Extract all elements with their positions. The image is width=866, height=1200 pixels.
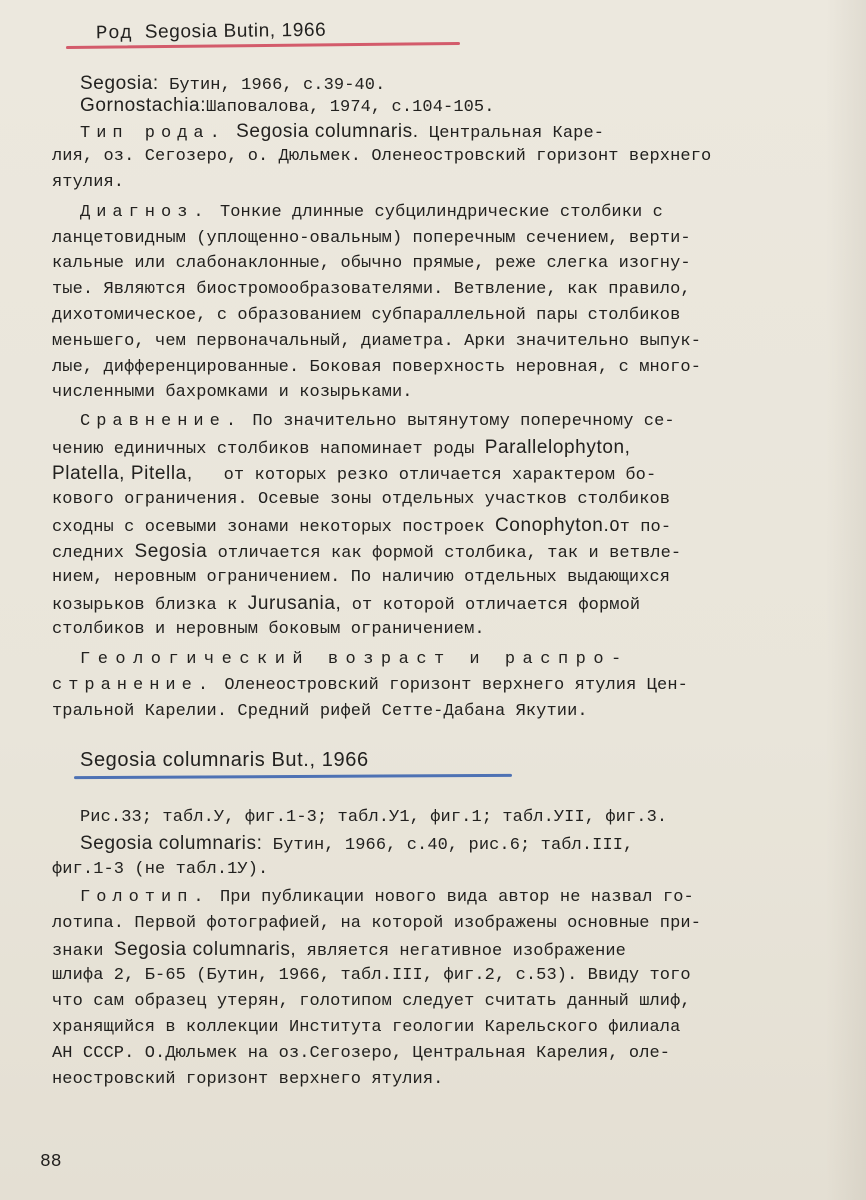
comparison-line-8 <box>52 592 640 618</box>
genus-heading-prefix: Род <box>95 21 133 45</box>
comparison-text: От по- <box>609 518 672 537</box>
diagnosis-line-5: дихотомическое, с образованием субпараллельной пары столбиков <box>52 306 681 325</box>
comparison-line-7: нием, неровным ограничением. По наличию отдельных выдающихся <box>52 568 671 587</box>
synonym-name: Segosia: <box>80 73 159 94</box>
comparison-text: следних <box>52 544 125 563</box>
age-line-3: тральной Карелии. Средний рифей Сетте-Дабана Якутии. <box>52 702 588 721</box>
diagnosis-text: Тонкие длинные субцилиндрические столбики с <box>219 203 663 222</box>
comparison-line-4: кового ограничения. Осевые зоны отдельных участков столбиков <box>52 490 671 509</box>
comparison-text: чению единичных столбиков напоминает роды <box>52 440 475 459</box>
comparison-line-9: столбиков и неровным боковым ограничением. <box>52 620 485 639</box>
type-species-name: Segosia columnaris. <box>236 121 419 142</box>
comparison-text: от которых резко отличается характером бо- <box>223 466 657 485</box>
diagnosis-line-3: кальные или слабонаклонные, обычно прямые, реже слегка изогну- <box>52 254 691 273</box>
page-number: 88 <box>40 1152 62 1172</box>
comparison-line-2 <box>52 436 631 462</box>
species-synonymy-line-2: фиг.1-3 (не табл.1У). <box>52 860 269 879</box>
comparison-line-5 <box>52 514 671 540</box>
holotype-label: Голотип. <box>80 888 210 907</box>
holotype-line-6: хранящийся в коллекции Института геологии Карельского филиала <box>52 1018 681 1037</box>
comparison-line-6 <box>52 540 681 566</box>
diagnosis-label: Диагноз. <box>80 203 210 222</box>
holotype-line-5: что сам образец утерян, голотипом следует считать данный шлиф, <box>52 992 691 1011</box>
diagnosis-line-8: численными бахромками и козырьками. <box>52 383 413 402</box>
comparison-text: отличается как формой столбика, так и ветвле- <box>217 544 682 563</box>
age-label: странение. <box>52 676 215 695</box>
diagnosis-line-4: тые. Являются биостромообразователями. Ветвление, как правило, <box>52 280 691 299</box>
page-edge-shadow <box>826 0 866 1200</box>
holotype-line-1 <box>80 886 694 910</box>
type-line-3: ятулия. <box>52 173 125 192</box>
synonymy-line-2 <box>80 94 495 120</box>
species-name: Segosia columnaris, <box>113 939 297 960</box>
blue-underline <box>74 774 512 779</box>
type-text: Центральная Каре- <box>428 124 605 143</box>
age-text: Оленеостровский горизонт верхнего ятулия Цен- <box>224 676 688 695</box>
comparison-line-3 <box>52 462 656 488</box>
holotype-text: При публикации нового вида автор не назвал го- <box>219 888 694 907</box>
holotype-line-7: АН СССР. О.Дюльмек на оз.Сегозеро, Центральная Карелия, оле- <box>52 1044 671 1063</box>
genus-names: Platella, Pitella, <box>52 463 193 484</box>
comparison-label: Сравнение. <box>80 412 243 431</box>
species-syn-ref: Бутин, 1966, с.40, рис.6; табл.III, <box>272 836 634 855</box>
diagnosis-line-1 <box>80 201 663 225</box>
genus-heading <box>96 19 327 45</box>
genus-name: Conophyton. <box>494 515 610 536</box>
holotype-text: является негативное изображение <box>306 942 626 961</box>
synonym-ref: Шаповалова, 1974, с.104-105. <box>206 98 495 117</box>
synonym-ref: Бутин, 1966, с.39-40. <box>169 76 386 95</box>
comparison-text: сходны с осевыми зонами некоторых построек <box>52 518 485 537</box>
comparison-text: от которой отличается формой <box>351 596 641 615</box>
comparison-text: По значительно вытянутому поперечному се- <box>252 412 675 431</box>
species-heading: Segosia columnaris But., 1966 <box>80 749 369 771</box>
diagnosis-line-7: лые, дифференцированные. Боковая поверхность неровная, с много- <box>52 358 702 377</box>
type-line-2: лия, оз. Сегозеро, о. Дюльмек. Оленеостровский горизонт верхнего <box>52 147 712 166</box>
genus-name: Segosia <box>134 541 208 562</box>
genus-heading-name: Segosia Butin, 1966 <box>144 19 327 43</box>
species-figures: Рис.33; табл.У, фиг.1-3; табл.У1, фиг.1; табл.УII, фиг.3. <box>80 808 668 827</box>
age-line-2 <box>52 674 688 698</box>
holotype-line-2: лотипа. Первой фотографией, на которой изображены основные при- <box>52 914 702 933</box>
holotype-line-4: шлифа 2, Б-65 (Бутин, 1966, табл.III, фиг.2, с.53). Ввиду того <box>52 966 691 985</box>
holotype-text: знаки <box>52 942 104 961</box>
age-label-line-1: Геологический возраст и распро- <box>80 650 629 669</box>
holotype-line-3 <box>52 938 626 964</box>
genus-name: Parallelophyton, <box>484 437 631 458</box>
species-synonymy <box>80 832 633 858</box>
diagnosis-line-2: ланцетовидным (уплощенно-овальным) поперечным сечением, верти- <box>52 229 691 248</box>
synonym-name: Gornostachia: <box>80 95 207 116</box>
diagnosis-line-6: меньшего, чем первоначальный, диаметра. Арки значительно выпук- <box>52 332 702 351</box>
holotype-line-8: неостровский горизонт верхнего ятулия. <box>52 1070 444 1089</box>
type-label: Тип рода. <box>80 124 226 143</box>
comparison-text: козырьков близка к <box>52 596 238 615</box>
comparison-line-1 <box>80 410 675 434</box>
species-syn-name: Segosia columnaris: <box>80 833 263 854</box>
type-line-1 <box>80 120 604 146</box>
genus-name: Jurusania, <box>247 593 342 614</box>
